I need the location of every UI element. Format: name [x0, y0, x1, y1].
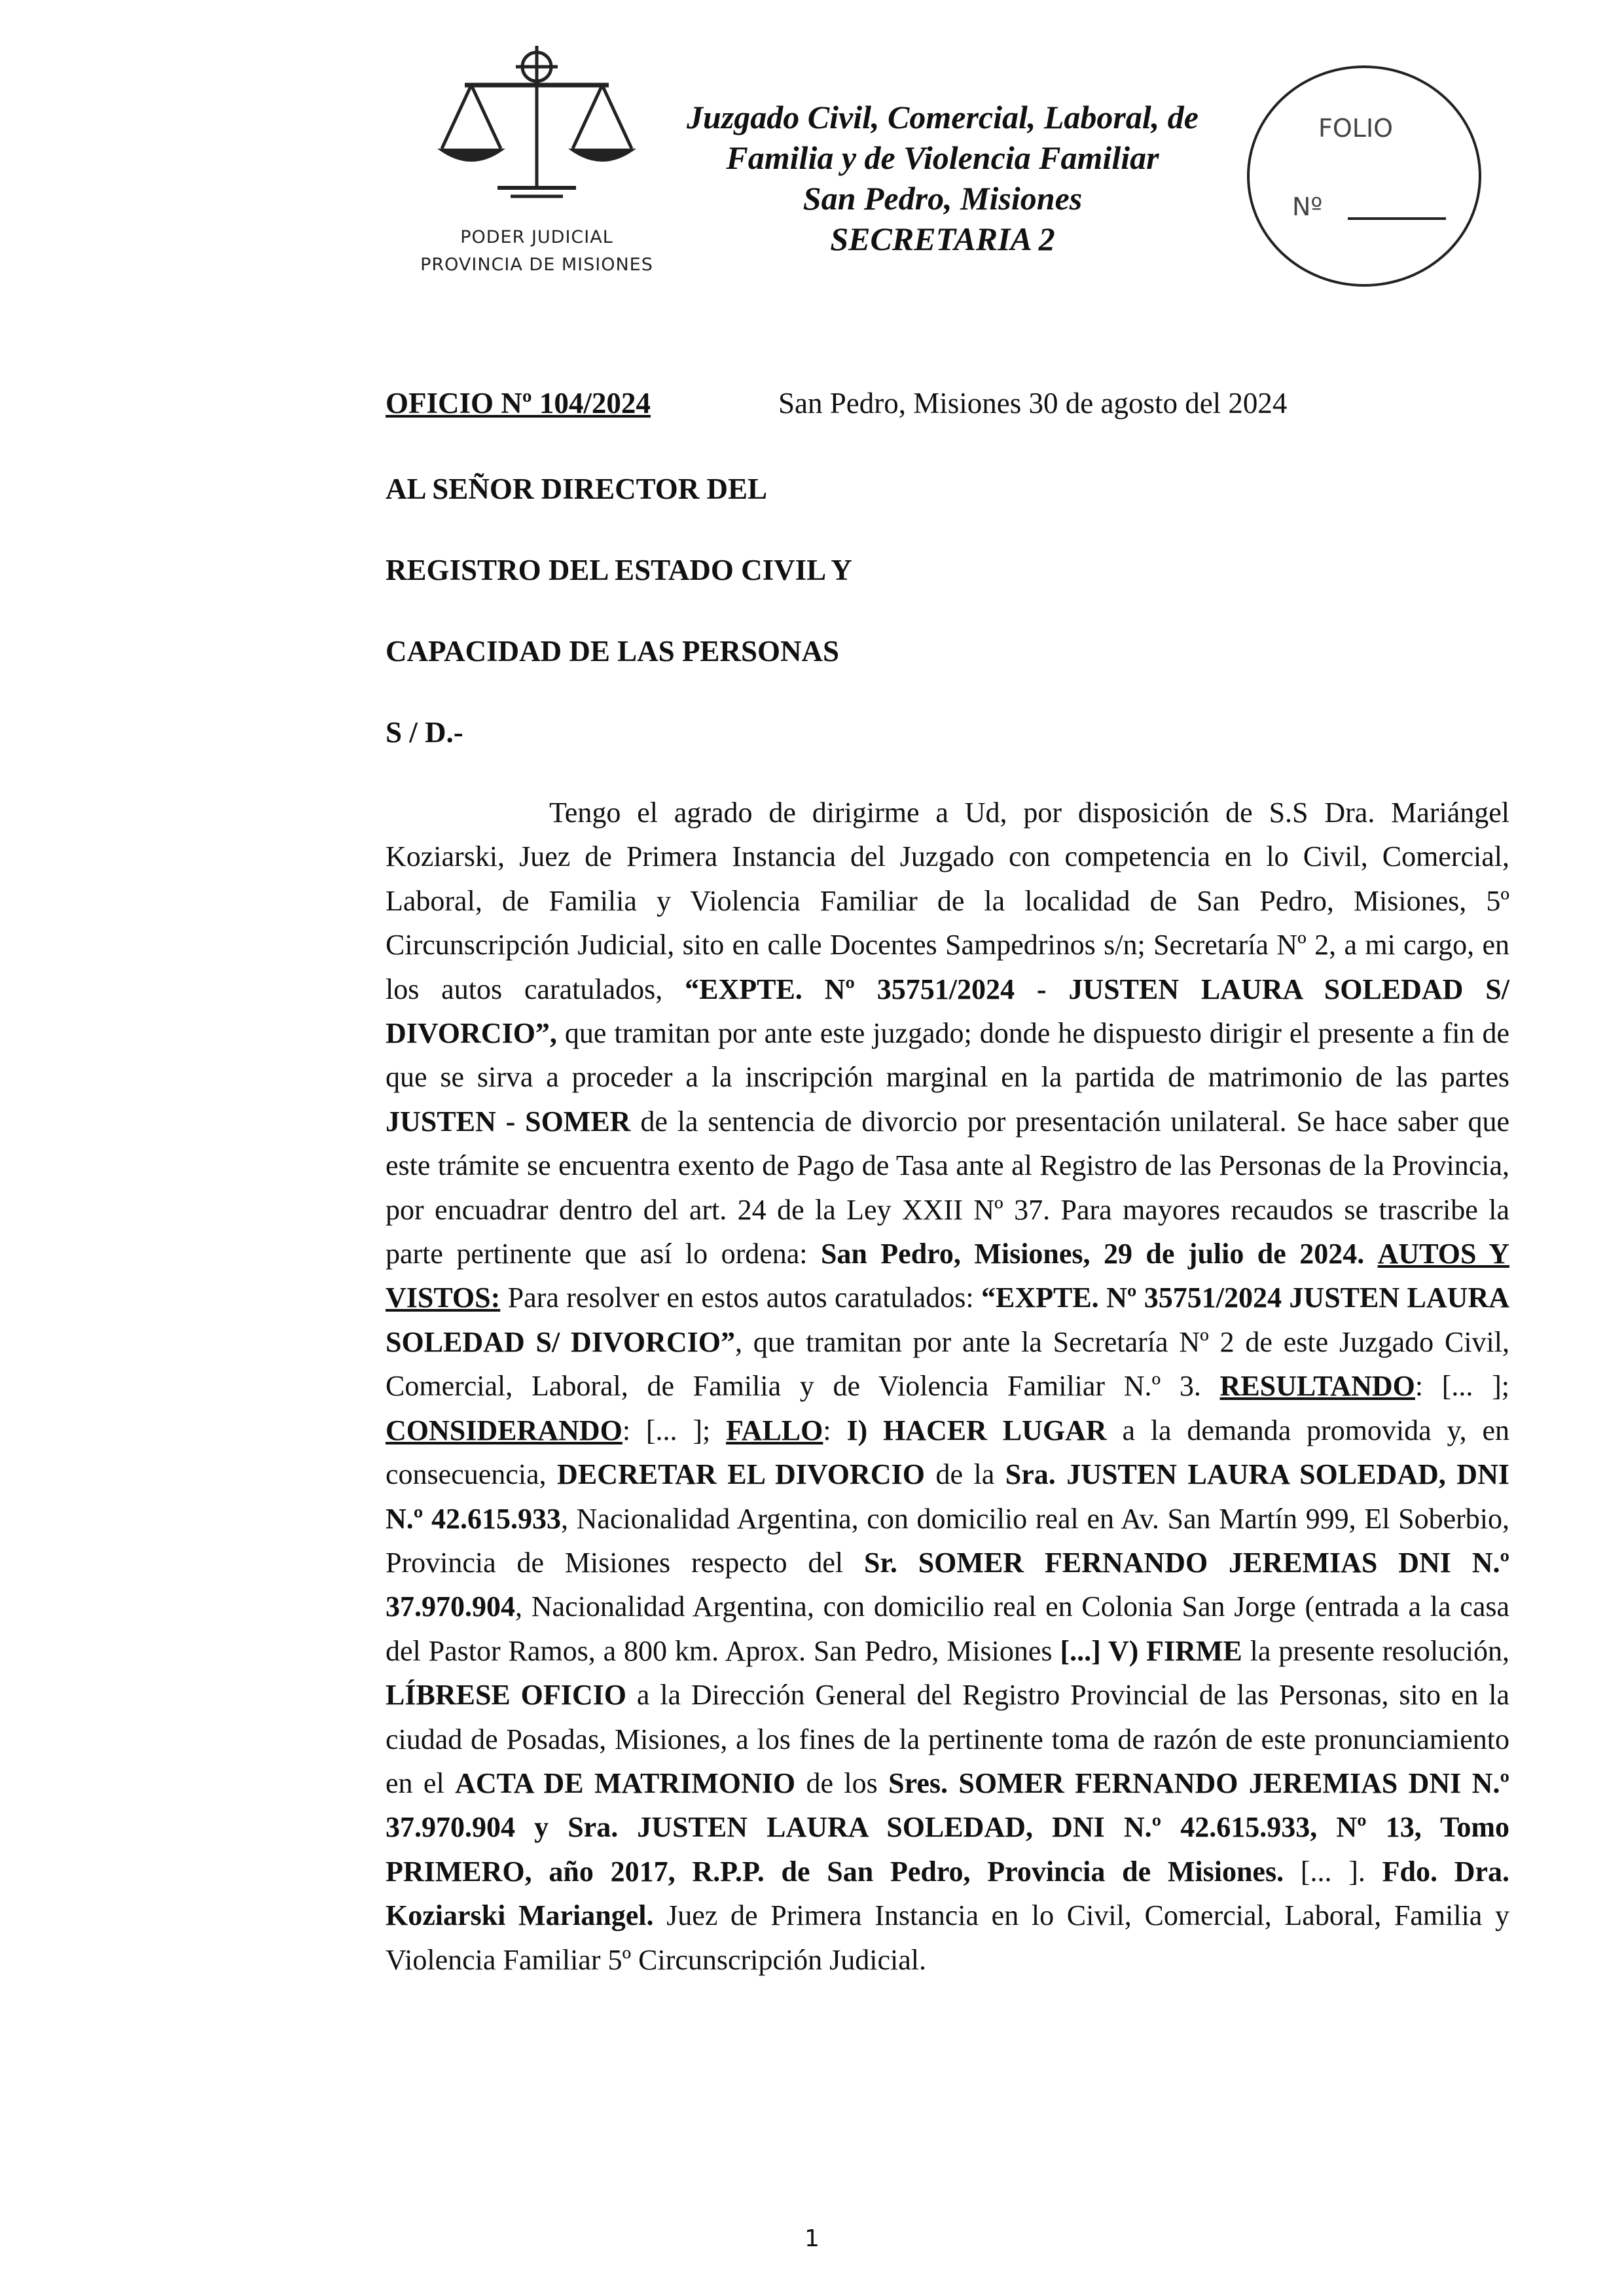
recipient-line-1: AL SEÑOR DIRECTOR DEL: [386, 473, 768, 505]
place-date: San Pedro, Misiones 30 de agosto del 2024: [778, 387, 1288, 420]
acta-matrimonio: ACTA DE MATRIMONIO: [455, 1767, 796, 1799]
body-s34: Juez de Primera Instancia en lo Civil, Comercial, Laboral, Familia y Violencia Familiar 5º Circunscripción Judicial.: [386, 1899, 1509, 1976]
body-s8: Para resolver en estos autos caratulados:: [500, 1282, 981, 1314]
expte-reference-2: “EXPTE. Nº 35751/2024 JUSTEN LAURA SOLEDAD S/ DIVORCIO”: [386, 1282, 1509, 1358]
firme-clause: [...] V) FIRME: [1060, 1634, 1242, 1667]
registry-details: Sres. SOMER FERNANDO JEREMIAS DNI N.º 37.970.904 y Sra. JUSTEN LAURA SOLEDAD, DNI N.º 42.615.933, Nº 13, Tomo PRIMERO, año 2017, R.P.P. de San Pedro, Provincia de Misiones.: [386, 1767, 1509, 1888]
resultando-heading: RESULTANDO: [1219, 1370, 1415, 1403]
logo-line-2: PROVINCIA DE MISIONES: [420, 255, 653, 275]
recipient-line-4: S / D.-: [386, 716, 463, 749]
folio-number-line: [1348, 217, 1446, 220]
body-s3: que tramitan por ante este juzgado; donde he dispuesto dirigir el presente a fin de que se sirva a proceder a la inscripción marginal en la partida de matrimonio de las partes: [386, 1017, 1509, 1094]
body-s26: la presente resolución,: [1242, 1634, 1510, 1667]
body-s18: a la demanda promovida y, en consecuencia,: [386, 1414, 1509, 1491]
expte-reference: “EXPTE. Nº 35751/2024 - JUSTEN LAURA SOLEDAD S/ DIVORCIO”,: [386, 973, 1509, 1050]
scales-of-justice-icon: [432, 41, 641, 204]
party-somer: Sr. SOMER FERNANDO JEREMIAS DNI N.º 37.970.904: [386, 1546, 1509, 1623]
body-s20: de la: [924, 1458, 1005, 1491]
court-line-1: Juzgado Civil, Comercial, Laboral, de: [687, 99, 1199, 135]
oficio-row: [386, 386, 1509, 429]
court-line-4: SECRETARIA 2: [830, 221, 1055, 257]
body-s22: , Nacionalidad Argentina, con domicilio real en Av. San Martín 999, El Soberbio, Provincia de Misiones respecto del: [386, 1502, 1509, 1579]
body-s5: de la sentencia de divorcio por presentación unilateral. Se hace saber que este trámite se encuentra exento de Pago de Tasa ante al Registro de las Personas de la Provincia, por encuadrar dentro del art. 24 de la Ley XXII Nº 37. Para mayores recaudos se trascribe la parte pertinente que así lo ordena:: [386, 1105, 1510, 1270]
court-line-3: San Pedro, Misiones: [803, 180, 1083, 217]
recipient-block: [386, 467, 1509, 754]
body-s12: : [... ];: [1415, 1370, 1509, 1403]
court-line-2: Familia y de Violencia Familiar: [726, 139, 1159, 176]
body-s16: :: [823, 1414, 847, 1446]
parties-name: JUSTEN - SOMER: [386, 1105, 631, 1138]
autos-y-vistos-heading: AUTOS Y VISTOS:: [386, 1238, 1509, 1314]
oficio-number: OFICIO Nº 104/2024: [386, 387, 651, 420]
recipient-line-3: CAPACIDAD DE LAS PERSONAS: [386, 635, 839, 668]
body-paragraph: [386, 791, 1509, 1982]
body-s10: , que tramitan por ante la Secretaría Nº 2 de este Juzgado Civil, Comercial, Laboral, de Familia y de Violencia Familiar N.º 3.: [386, 1325, 1510, 1403]
hacer-lugar: I) HACER LUGAR: [846, 1414, 1107, 1446]
recipient-line-2: REGISTRO DEL ESTADO CIVIL Y: [386, 554, 852, 586]
decretar-divorcio: DECRETAR EL DIVORCIO: [557, 1458, 925, 1491]
body-s1: Tengo el agrado de dirigirme a Ud, por disposición de S.S Dra. Mariángel Koziarski, Juez de Primera Instancia del Juzgado con competencia en lo Civil, Comercial, Laboral, de Familia y Violencia Familiar de la localidad de San Pedro, Misiones, 5º Circunscripción Judicial, sito en calle Docentes Sampedrinos s/n; Secretaría Nº 2, a mi cargo, en los autos caratulados,: [386, 797, 1509, 1005]
poder-judicial-logo: [399, 41, 674, 289]
logo-line-1: PODER JUDICIAL: [460, 227, 613, 247]
librese-oficio: LÍBRESE OFICIO: [386, 1679, 627, 1712]
page-number: 1: [804, 2225, 820, 2252]
body-s14: : [... ];: [622, 1414, 727, 1446]
court-heading: [648, 97, 1237, 259]
folio-stamp: [1247, 65, 1481, 287]
body-s28: a la Dirección General del Registro Provincial de las Personas, sito en la ciudad de Posadas, Misiones, a los fines de la pertinente toma de razón de este pronunciamiento en el: [386, 1679, 1510, 1799]
folio-number-label: Nº: [1292, 192, 1323, 221]
body-s30: de los: [795, 1767, 889, 1799]
resolution-date: San Pedro, Misiones, 29 de julio de 2024.: [820, 1238, 1365, 1270]
party-justen: Sra. JUSTEN LAURA SOLEDAD, DNI N.º 42.615.933: [386, 1458, 1509, 1535]
body-s32: [... ].: [1284, 1855, 1382, 1888]
document-body: [386, 386, 1509, 1982]
folio-label: FOLIO: [1318, 114, 1394, 143]
fallo-heading: FALLO: [726, 1414, 823, 1446]
body-s24: , Nacionalidad Argentina, con domicilio real en Colonia San Jorge (entrada a la casa del Pastor Ramos, a 800 km. Aprox. San Pedro, Misiones: [386, 1590, 1509, 1667]
considerando-heading: CONSIDERANDO: [386, 1414, 623, 1446]
signature-line: Fdo. Dra. Koziarski Mariangel.: [386, 1855, 1510, 1932]
